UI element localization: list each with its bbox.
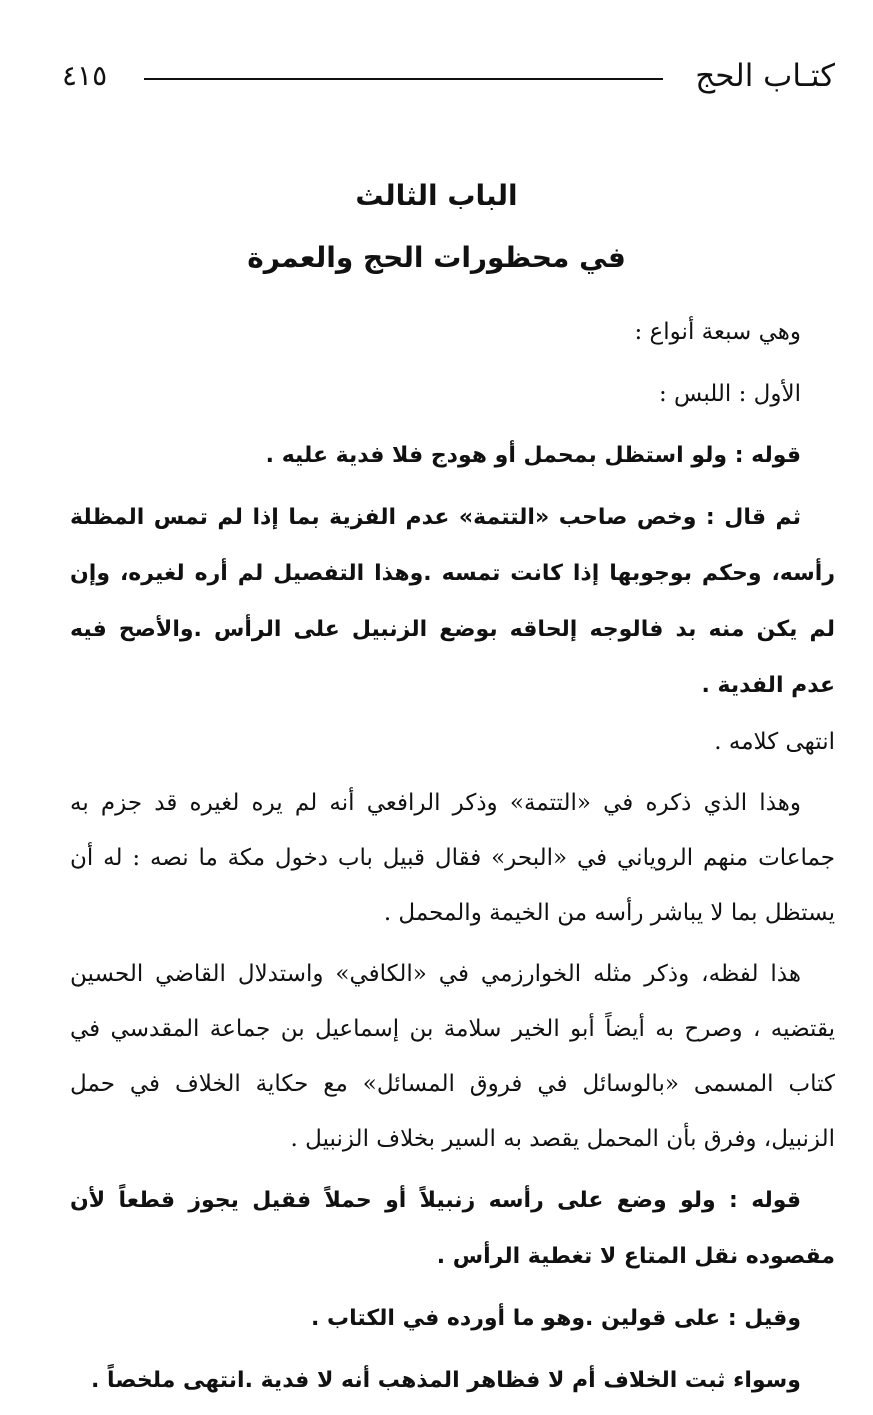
paragraph-heading-first: الأول : اللبس : [658,381,801,407]
paragraph-commentary-1: ثم قال : وخص صاحب «التتمة» عدم الفزية بما إذا لم تمس المظلة رأسه، وحكم بوجوبها إذا كانت تمسه .وهذا التفصيل لم أره لغيره، وإن لم يكن منه بد فالوجه إلحاقه بوضع الزنبيل على الرأس .والأصح فيه عدم الفدية . [70,505,835,698]
paragraph-quote-2: قوله : ولو وضع على رأسه زنبيلاً أو حملاً فقيل يجوز قطعاً لأن مقصوده نقل المتاع لا تغطية الرأس . [70,1188,835,1269]
paragraph-end-quote: انتهى كلامه . [714,729,835,755]
running-title: كتـاب الحج [695,58,835,94]
page-number: ٤١٥ [62,59,108,92]
chapter-title: الباب الثالث [355,179,518,212]
paragraph-commentary-2: وهذا الذي ذكره في «التتمة» وذكر الرافعي أنه لم يره لغيره قد جزم به جماعات منهم الروياني في «البحر» فقال قبيل باب دخول مكة ما نصه : له أن يستظل بما لا يباشر رأسه من الخيمة والمحمل . [70,790,835,926]
running-header [62,54,835,104]
paragraph-intro: وهي سبعة أنواع : [634,319,801,345]
body-text [70,304,835,1415]
paragraph-commentary-3: هذا لفظه، وذكر مثله الخوارزمي في «الكافي» واستدلال القاضي الحسين يقتضيه ، وصرح به أيضاً أبو الخير سلامة بن إسماعيل بن جماعة المقدسي في كتاب المسمى «بالوسائل في فروق المسائل» مع حكاية الخلاف في حمل الزنبيل، وفرق بأن المحمل يقصد به السير بخلاف الزنبيل . [70,961,835,1152]
chapter-subtitle: في محظورات الحج والعمرة [247,241,626,274]
paragraph-quote-3: وقيل : على قولين .وهو ما أورده في الكتاب . [310,1306,801,1331]
paragraph-conclusion: وسواء ثبت الخلاف أم لا فظاهر المذهب أنه لا فدية .انتهى ملخصاً . [90,1368,801,1393]
header-rule [144,78,663,80]
paragraph-quote-1: قوله : ولو استظل بمحمل أو هودج فلا فدية عليه . [265,443,801,468]
